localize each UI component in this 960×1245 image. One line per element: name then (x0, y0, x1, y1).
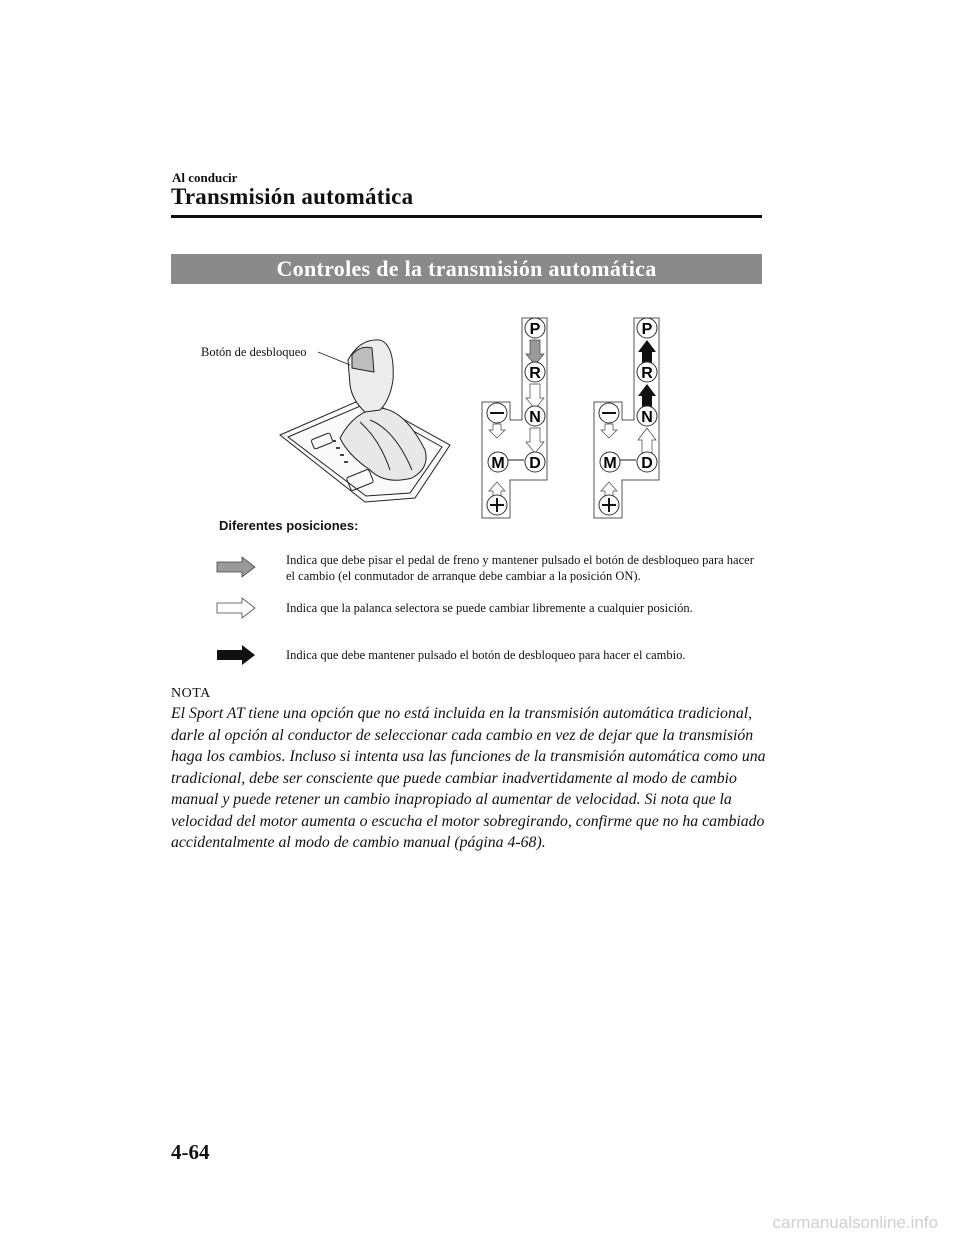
section-banner: Controles de la transmisión automática (171, 254, 762, 284)
legend-text: Indica que debe pisar el pedal de freno y mantener pulsado el botón de desbloqueo para hacer el cambio (el conmutador de arranque debe cambiar a la posición ON). (286, 553, 754, 583)
legend-item (216, 644, 756, 666)
gate-letter-p: P (641, 321, 653, 338)
gate-letter-d: D (641, 455, 653, 472)
black-arrow-icon (216, 644, 256, 666)
unlock-button-label: Botón de desbloqueo (201, 345, 307, 359)
gate-letter-p: P (529, 321, 541, 338)
legend-item (216, 552, 756, 588)
gray-arrow-icon (216, 556, 256, 578)
title-divider (171, 215, 762, 218)
positions-heading: Diferentes posiciones: (219, 518, 359, 533)
legend-item (216, 597, 756, 619)
shift-lever-figure (180, 310, 680, 525)
white-arrow-icon (216, 597, 256, 619)
note-body: El Sport AT tiene una opción que no está incluida en la transmisión automática tradicional, darle al opción al conductor de seleccionar cada cambio en vez de dejar que la transmisión haga los cambios. Incluso si intenta usa las funciones de la transmisión automática como una tradicional, debe ser consciente que puede cambiar inadvertidamente al modo de cambio manual y puede retener un cambio inapropiado al aumentar de velocidad. Si nota que la velocidad del motor aumenta o escucha el motor sobregirando, confirme que no ha cambiado accidentalmente al modo de cambio manual (página 4-68). (171, 705, 766, 851)
page-title: Transmisión automática (171, 184, 414, 209)
gate-letter-r: R (641, 365, 653, 382)
gate-diagram-unlocked (482, 318, 547, 518)
gate-diagram-locked (594, 318, 659, 518)
page-number: 4-64 (171, 1140, 210, 1164)
note-heading: NOTA (171, 686, 211, 701)
legend-text: Indica que debe mantener pulsado el botón de desbloqueo para hacer el cambio. (286, 648, 686, 662)
legend-text: Indica que la palanca selectora se puede cambiar libremente a cualquier posición. (286, 601, 693, 615)
gate-letter-m: M (491, 455, 505, 472)
gate-letter-d: D (529, 455, 541, 472)
watermark: carmanualsonline.info (772, 1213, 938, 1232)
gate-letter-n: N (641, 409, 653, 426)
unlock-button-pointer (318, 352, 350, 365)
gate-letter-n: N (529, 409, 541, 426)
chapter-label: Al conducir (172, 170, 238, 185)
gate-letter-r: R (529, 365, 541, 382)
shift-console-illustration (280, 340, 450, 502)
gate-letter-m: M (603, 455, 617, 472)
